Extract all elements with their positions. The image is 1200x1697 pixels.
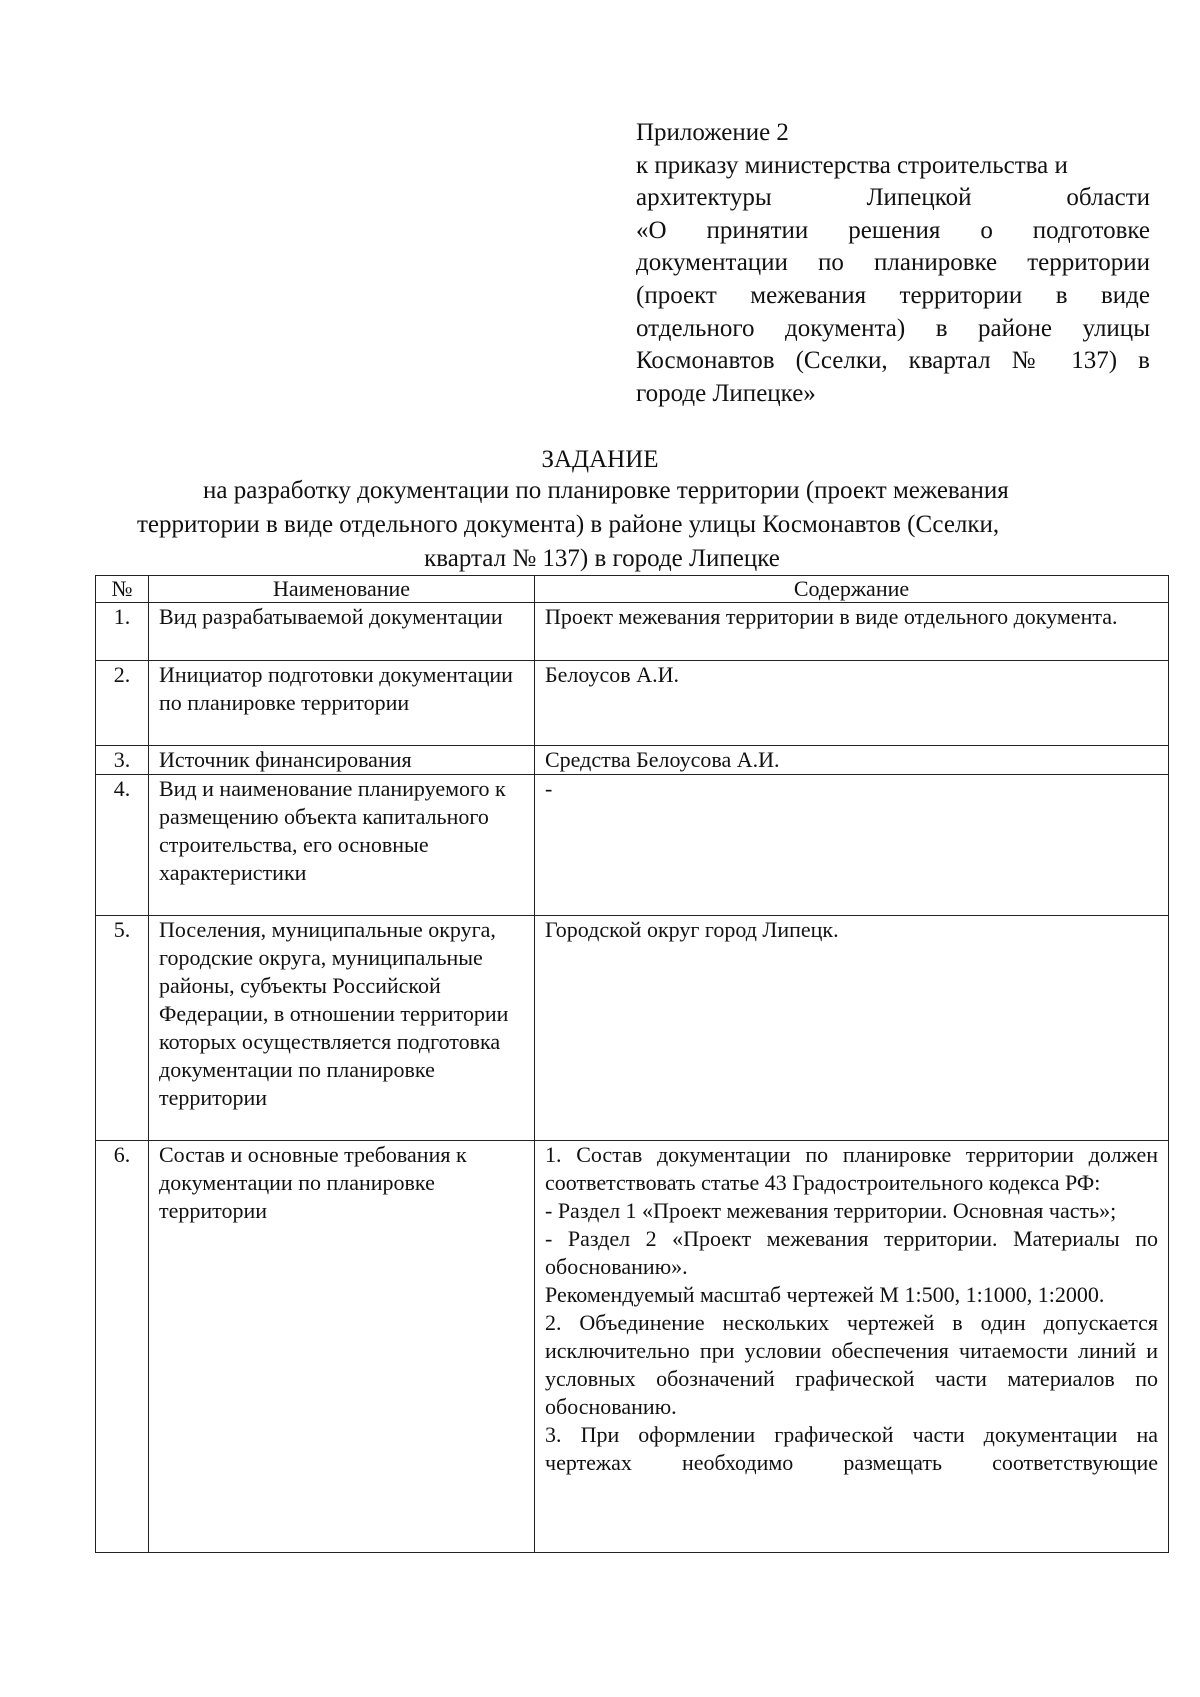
appendix-line: Космонавтов (Сселки, квартал № 137) в: [636, 347, 1150, 375]
appendix-title: Приложение 2: [636, 119, 789, 146]
appendix-line: (проект межевания территории в виде: [636, 281, 1150, 309]
row-content-text: Проект межевания территории в виде отдельного документа.: [545, 604, 1118, 629]
appendix-block: [636, 117, 1150, 410]
document-subtitle-line: территории в виде отдельного документа) в районе улицы Космонавтов (Сселки,: [137, 511, 1000, 538]
table-row: [96, 775, 1169, 916]
row-content: Городской округ город Липецк.: [535, 916, 1169, 1141]
header-content: Содержание: [535, 576, 1169, 603]
content-paragraph: - Раздел 2 «Проект межевания территории. Материалы по обоснованию».: [545, 1226, 1158, 1279]
document-subtitle-line: на разработку документации по планировке территории (проект межевания: [203, 477, 1009, 504]
header-name: Наименование: [149, 576, 535, 603]
row-content: -: [535, 775, 1169, 916]
appendix-line: городе Липецке»: [636, 379, 816, 407]
row-name: Поселения, муниципальные округа, городские округа, муниципальные районы, субъекты Российской Федерации, в отношении территории которых осуществляется подготовка документации по планировке территории: [149, 916, 535, 1141]
row-content-clip: [545, 1141, 1158, 1552]
table-row: [96, 1141, 1169, 1553]
table-row: [96, 746, 1169, 775]
row-name: Инициатор подготовки документации по планировке территории: [149, 661, 535, 746]
row-content: Средства Белоусова А.И.: [535, 746, 1169, 775]
row-number: 5.: [96, 916, 149, 1141]
content-paragraph: 1. Состав документации по планировке территории должен соответствовать статье 43 Градостроительного кодекса РФ:: [545, 1142, 1158, 1195]
row-number: 2.: [96, 661, 149, 746]
row-number: 1.: [96, 603, 149, 661]
appendix-line: к приказу министерства строительства и: [636, 151, 1068, 179]
table-row: [96, 603, 1169, 661]
document-title: ЗАДАНИЕ: [541, 446, 659, 473]
table-row: [96, 661, 1169, 746]
content-paragraph: Рекомендуемый масштаб чертежей М 1:500, 1:1000, 1:2000.: [545, 1282, 1105, 1307]
row-name: Состав и основные требования к документации по планировке территории: [149, 1141, 535, 1553]
table-row: [96, 916, 1169, 1141]
row-content: [535, 603, 1169, 661]
row-content: [535, 1141, 1169, 1553]
row-number: 6.: [96, 1141, 149, 1553]
row-name: Источник финансирования: [149, 746, 535, 775]
content-paragraph: 3. При оформлении графической части документации на чертежах необходимо размещать соответствующие: [545, 1422, 1158, 1475]
row-number: 3.: [96, 746, 149, 775]
appendix-line: отдельного документа) в районе улицы: [636, 314, 1150, 342]
content-paragraph: 2. Объединение нескольких чертежей в один допускается исключительно при условии обеспечения читаемости линий и условных обозначений графической части материалов по обоснованию.: [545, 1310, 1158, 1419]
row-content: Белоусов А.И.: [535, 661, 1169, 746]
task-table: [95, 575, 1169, 1553]
header-number: №: [96, 576, 149, 603]
appendix-line: документации по планировке территории: [636, 249, 1150, 277]
content-paragraph: - Раздел 1 «Проект межевания территории. Основная часть»;: [545, 1198, 1117, 1223]
document-subtitle-line: квартал № 137) в городе Липецке: [424, 545, 780, 572]
row-name: Вид разрабатываемой документации: [149, 603, 535, 661]
row-name: Вид и наименование планируемого к размещению объекта капитального строительства, его основные характеристики: [149, 775, 535, 916]
row-number: 4.: [96, 775, 149, 916]
appendix-line: «О принятии решения о подготовке: [636, 216, 1150, 244]
table-header-row: [96, 576, 1169, 603]
appendix-line: архитектуры Липецкой области: [636, 184, 1150, 212]
